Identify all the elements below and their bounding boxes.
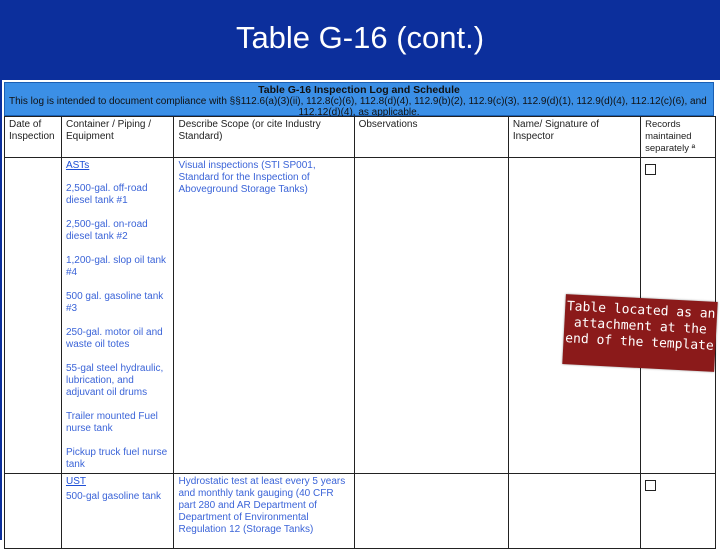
list-item: 1,200-gal. slop oil tank #4 xyxy=(65,255,167,278)
list-item: 2,500-gal. on-road diesel tank #2 xyxy=(65,219,148,242)
header-container: Container / Piping / Equipment xyxy=(61,117,174,158)
attachment-note: Table located as an attachment at the end of the template xyxy=(562,294,717,372)
container-cell xyxy=(61,474,174,549)
list-item: 2,500-gal. off-road diesel tank #1 xyxy=(65,183,148,206)
scope-cell xyxy=(174,474,354,549)
table-title: Table G-16 Inspection Log and Schedule xyxy=(258,84,460,96)
date-cell[interactable] xyxy=(5,158,62,474)
observations-cell[interactable] xyxy=(354,158,508,474)
header-scope: Describe Scope (or cite Industry Standard) xyxy=(174,117,354,158)
table-subtitle: This log is intended to document compliance with §§112.6(a)(3)(ii), 112.8(c)(6), 112.8(d)(4), 112.9(b)(2), 112.9(c)(3), 112.9(d)(1), 112.9(d)(4), 112.12(c)(6), and xyxy=(9,96,707,107)
records-checkbox[interactable] xyxy=(645,480,656,491)
header-inspector: Name/ Signature of Inspector xyxy=(508,117,640,158)
list-item: 500 gal. gasoline tank #3 xyxy=(65,291,164,314)
observations-cell[interactable] xyxy=(354,474,508,549)
table-row xyxy=(5,474,716,549)
scope-text: Visual inspections (STI SP001, Standard for the Inspection of Aboveground Storage Tanks) xyxy=(178,160,316,195)
header-date: Date of Inspection xyxy=(5,117,62,158)
table-header-row xyxy=(5,117,716,158)
list-item: 55-gal steel hydraulic, lubrication, and adjuvant oil drums xyxy=(65,363,164,398)
row-heading: UST xyxy=(65,476,86,487)
row-heading: ASTs xyxy=(65,160,90,171)
table-subtitle-cont: 112.12(d)(4), as applicable. xyxy=(298,107,420,118)
slide-header xyxy=(0,0,720,80)
slide-title: Table G-16 (cont.) xyxy=(235,20,485,55)
list-item: Pickup truck fuel nurse tank xyxy=(65,447,168,470)
date-cell[interactable] xyxy=(5,474,62,549)
container-cell xyxy=(61,158,174,474)
scope-text: Hydrostatic test at least every 5 years and monthly tank gauging (40 CFR part 280 and AR Department of Department of Environmental Regulation 12 (Storage Tanks) xyxy=(178,476,346,535)
scope-cell xyxy=(174,158,354,474)
header-records: Records maintained separately ª xyxy=(641,117,716,158)
header-observations: Observations xyxy=(354,117,508,158)
list-item: 250-gal. motor oil and waste oil totes xyxy=(65,327,163,350)
records-cell xyxy=(641,474,716,549)
list-item: Trailer mounted Fuel nurse tank xyxy=(65,411,158,434)
inspector-cell[interactable] xyxy=(508,474,640,549)
list-item: 500-gal gasoline tank xyxy=(65,491,162,502)
table-banner xyxy=(4,82,714,116)
records-checkbox[interactable] xyxy=(645,164,656,175)
